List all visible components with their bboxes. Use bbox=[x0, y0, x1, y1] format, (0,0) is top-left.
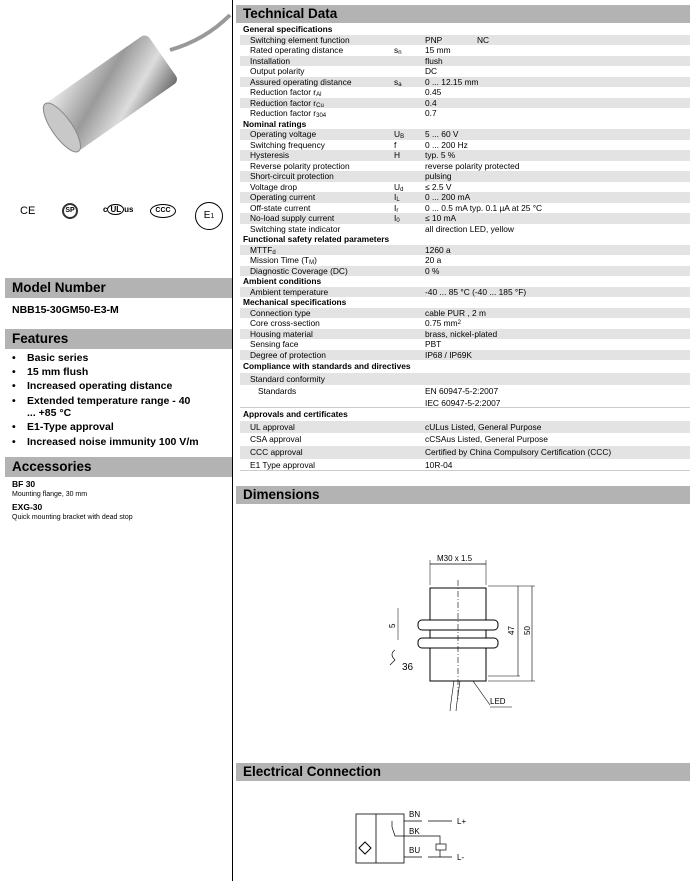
spec-row bbox=[240, 98, 690, 109]
spec-row bbox=[240, 433, 690, 446]
spec-row bbox=[240, 182, 690, 193]
spec-value: 5 ... 60 V bbox=[425, 129, 459, 139]
spec-value: cCSAus Listed, General Purpose bbox=[425, 434, 548, 445]
spec-value: IP68 / IP69K bbox=[425, 349, 473, 360]
features-header: Features bbox=[5, 329, 232, 349]
product-image bbox=[20, 10, 235, 170]
spec-row bbox=[240, 129, 690, 140]
l-minus-label: L- bbox=[457, 853, 465, 862]
length-50-label: 50 bbox=[523, 626, 532, 635]
spec-name: Housing material bbox=[250, 328, 313, 339]
spec-name: CSA approval bbox=[250, 434, 302, 445]
spec-name: Standards bbox=[258, 386, 297, 397]
spec-name: Nominal ratings bbox=[243, 118, 307, 129]
spec-table bbox=[240, 24, 690, 471]
spec-symbol: H bbox=[394, 150, 401, 160]
spec-value: flush bbox=[425, 55, 443, 66]
spec-row bbox=[240, 421, 690, 434]
spec-name: Rated operating distance bbox=[250, 45, 344, 55]
spec-name: UL approval bbox=[250, 421, 295, 432]
dimension-drawing bbox=[340, 550, 560, 720]
wire-bk-label: BK bbox=[409, 827, 420, 836]
spec-value: typ. 5 % bbox=[425, 150, 456, 160]
spec-name: Voltage drop bbox=[250, 181, 298, 192]
spec-value: IEC 60947-5-2:2007 bbox=[425, 397, 501, 408]
spec-name: Standard conformity bbox=[250, 373, 325, 384]
spec-name: Assured operating distance bbox=[250, 76, 352, 87]
csa-mark-icon: SP bbox=[62, 203, 78, 219]
spec-name: Ambient conditions bbox=[243, 276, 322, 286]
spec-name: Switching frequency bbox=[250, 139, 325, 150]
accessory-desc: Mounting flange, 30 mm bbox=[12, 491, 88, 498]
spec-name: Off-state current bbox=[250, 202, 311, 213]
nut-width-label: 5 bbox=[388, 623, 397, 628]
spec-row bbox=[240, 329, 690, 340]
spec-name: Reduction factor $r_{304}$ bbox=[250, 108, 327, 119]
spec-value: PBT bbox=[425, 339, 442, 349]
spec-name: CCC approval bbox=[250, 447, 303, 458]
spec-row bbox=[240, 77, 690, 88]
spec-symbol: $I_L$ bbox=[394, 192, 400, 203]
spec-name: Compliance with standards and directives bbox=[243, 361, 411, 371]
spec-row bbox=[240, 255, 690, 266]
spec-name: Degree of protection bbox=[250, 349, 326, 360]
spec-value: PNP bbox=[425, 34, 443, 45]
spec-value: 10R-04 bbox=[425, 459, 453, 470]
spec-row bbox=[240, 224, 690, 235]
spec-row bbox=[240, 171, 690, 182]
thread-label: M30 x 1.5 bbox=[437, 554, 473, 563]
accessory-name: BF 30 bbox=[12, 479, 36, 489]
dimensions-header: Dimensions bbox=[236, 486, 690, 504]
spec-name: Functional safety related parameters bbox=[243, 234, 390, 244]
load-icon bbox=[436, 844, 446, 850]
spec-section-heading bbox=[240, 276, 690, 287]
spec-row bbox=[240, 87, 690, 98]
spec-symbol: $U_d$ bbox=[394, 181, 404, 193]
spec-row bbox=[240, 459, 690, 472]
spec-value: 20 a bbox=[425, 255, 442, 265]
spec-value: all direction LED, yellow bbox=[425, 223, 514, 234]
spec-name: Mission Time $(T_M)$ bbox=[250, 255, 317, 266]
spec-row bbox=[240, 373, 690, 386]
accessories-header: Accessories bbox=[5, 457, 232, 477]
spec-value: 0 ... 0.5 mA typ. 0.1 µA at 25 °C bbox=[425, 202, 543, 213]
spec-row bbox=[240, 35, 690, 46]
spec-section-heading bbox=[240, 24, 690, 35]
spec-row bbox=[240, 150, 690, 161]
spec-value: 0 ... 200 Hz bbox=[425, 139, 468, 150]
spec-name: Mechanical specifications bbox=[243, 297, 347, 307]
spec-name: Connection type bbox=[250, 307, 311, 318]
spec-section-heading bbox=[240, 360, 690, 373]
spec-row bbox=[240, 140, 690, 151]
wire-bu-label: BU bbox=[409, 846, 421, 855]
spec-name: Switching element function bbox=[250, 34, 350, 45]
spec-value: cable PUR , 2 m bbox=[425, 307, 486, 318]
spec-row bbox=[240, 350, 690, 361]
spec-symbol: $U_B$ bbox=[394, 129, 405, 140]
spec-value: 0.4 bbox=[425, 97, 437, 108]
spec-row bbox=[240, 213, 690, 224]
spec-name: E1 Type approval bbox=[250, 459, 316, 470]
spec-name: General specifications bbox=[243, 24, 333, 34]
model-number-header: Model Number bbox=[5, 278, 232, 298]
spec-symbol: $s_a$ bbox=[394, 76, 402, 88]
inductive-sensor-icon bbox=[359, 842, 371, 854]
ccc-mark-icon: CCC bbox=[150, 204, 176, 218]
spec-name: Ambient temperature bbox=[250, 286, 329, 297]
spec-name: Core cross-section bbox=[250, 318, 320, 328]
spec-value: 0.75 $mm^2$ bbox=[425, 318, 461, 328]
spec-value: Certified by China Compulsory Certification (CCC) bbox=[425, 447, 612, 458]
spec-symbol: $I_r$ bbox=[394, 202, 399, 214]
spec-row bbox=[240, 266, 690, 277]
spec-name: Operating voltage bbox=[250, 129, 317, 139]
spec-value-2: NC bbox=[477, 34, 490, 45]
wrench-size-label: 36 bbox=[402, 662, 414, 673]
spec-row bbox=[240, 161, 690, 172]
spec-symbol: $s_n$ bbox=[394, 45, 402, 56]
model-number: NBB15-30GM50-E3-M bbox=[12, 304, 119, 316]
culus-mark-icon: c UL us bbox=[103, 205, 134, 214]
spec-row bbox=[240, 385, 690, 398]
spec-name: Sensing face bbox=[250, 339, 299, 349]
spec-section-heading bbox=[240, 119, 690, 130]
ce-mark-icon: CE bbox=[20, 205, 36, 217]
technical-data-header: Technical Data bbox=[236, 5, 690, 23]
spec-row bbox=[240, 56, 690, 67]
spec-name: Output polarity bbox=[250, 66, 305, 76]
spec-name: Diagnostic Coverage (DC) bbox=[250, 265, 348, 276]
spec-name: Approvals and certificates bbox=[243, 409, 348, 420]
spec-row bbox=[240, 203, 690, 214]
spec-value: ≤ 2.5 V bbox=[425, 181, 452, 192]
spec-name: Hysteresis bbox=[250, 150, 290, 160]
accessory-name: EXG-30 bbox=[12, 502, 43, 512]
spec-name: No-load supply current bbox=[250, 213, 335, 223]
spec-name: Reduction factor $r_{Al}$ bbox=[250, 87, 322, 98]
spec-name: Short-circuit protection bbox=[250, 171, 334, 181]
spec-name: Switching state indicator bbox=[250, 223, 341, 234]
spec-name: Reduction factor $r_{Cu}$ bbox=[250, 97, 324, 109]
spec-value: 1260 a bbox=[425, 244, 451, 255]
spec-row bbox=[240, 45, 690, 56]
spec-value: -40 ... 85 °C (-40 ... 185 °F) bbox=[425, 286, 527, 297]
l-plus-label: L+ bbox=[457, 817, 467, 826]
spec-section-heading bbox=[240, 408, 690, 421]
spec-value: 0.7 bbox=[425, 108, 437, 118]
spec-row bbox=[240, 308, 690, 319]
wire-bn-label: BN bbox=[409, 810, 421, 819]
spec-value: 15 mm bbox=[425, 45, 451, 55]
spec-row bbox=[240, 108, 690, 119]
accessory-desc: Quick mounting bracket with dead stop bbox=[12, 514, 133, 521]
spec-value: pulsing bbox=[425, 171, 452, 181]
spec-row bbox=[240, 245, 690, 256]
spec-value: cULus Listed, General Purpose bbox=[425, 421, 542, 432]
spec-value: brass, nickel-plated bbox=[425, 328, 498, 339]
spec-row bbox=[240, 339, 690, 350]
spec-name: Reverse polarity protection bbox=[250, 160, 350, 171]
spec-name: Installation bbox=[250, 55, 291, 66]
spec-symbol: $I_0$ bbox=[394, 213, 400, 224]
spec-value: 0 % bbox=[425, 265, 440, 276]
length-47-label: 47 bbox=[507, 626, 516, 635]
spec-row bbox=[240, 66, 690, 77]
spec-value: ≤ 10 mA bbox=[425, 213, 457, 223]
spec-name: $MTTF_d$ bbox=[250, 244, 276, 256]
spec-row bbox=[240, 192, 690, 203]
spec-section-heading bbox=[240, 234, 690, 245]
e1-mark-icon: E1 bbox=[195, 202, 223, 230]
spec-row bbox=[240, 318, 690, 329]
wrench-icon bbox=[390, 650, 395, 665]
spec-value: DC bbox=[425, 66, 438, 76]
spec-row bbox=[240, 446, 690, 459]
spec-symbol: f bbox=[394, 139, 397, 150]
spec-row bbox=[240, 398, 690, 409]
wiring-diagram bbox=[340, 800, 500, 881]
spec-name: Operating current bbox=[250, 192, 316, 202]
spec-row bbox=[240, 287, 690, 298]
spec-value: reverse polarity protected bbox=[425, 160, 520, 171]
spec-value: 0.45 bbox=[425, 87, 442, 97]
spec-value: EN 60947-5-2:2007 bbox=[425, 386, 499, 397]
spec-value: 0 ... 200 mA bbox=[425, 192, 471, 202]
led-label: LED bbox=[490, 697, 506, 706]
spec-value: 0 ... 12.15 mm bbox=[425, 76, 479, 87]
electrical-connection-header: Electrical Connection bbox=[236, 763, 690, 781]
spec-section-heading bbox=[240, 297, 690, 308]
